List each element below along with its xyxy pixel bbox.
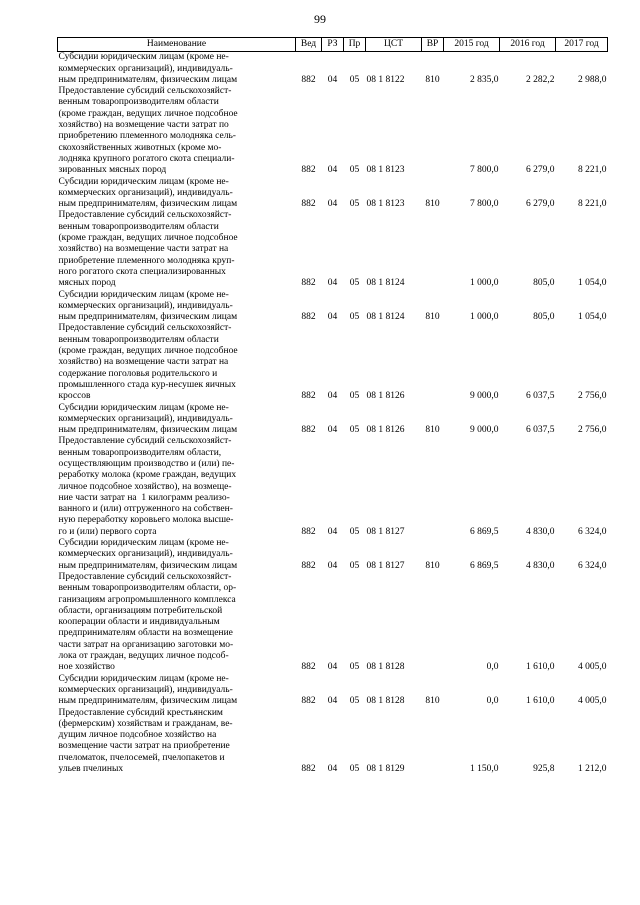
cell-vr: 810 bbox=[425, 425, 440, 436]
cell-vr: 810 bbox=[425, 696, 440, 707]
cell-y2015: 7 800,0 bbox=[470, 165, 499, 176]
cell-y2017: 2 756,0 bbox=[578, 391, 607, 402]
cell-ved: 882 bbox=[301, 526, 316, 537]
cell-y2017: 2 756,0 bbox=[578, 425, 607, 436]
cell-y2016: 805,0 bbox=[533, 278, 555, 289]
cell-pr: 05 bbox=[349, 560, 360, 571]
cell-rz: 04 bbox=[327, 74, 338, 85]
table-row bbox=[58, 436, 608, 538]
cell-y2015: 9 000,0 bbox=[470, 425, 499, 436]
cell-rz: 04 bbox=[327, 199, 338, 210]
cell-name: Субсидии юридическим лицам (кроме не- коммерческих организаций), индивидуаль- ным предпринимателям, физическим лицам bbox=[58, 176, 238, 210]
table-row bbox=[58, 572, 608, 674]
cell-y2015: 9 000,0 bbox=[470, 391, 499, 402]
cell-pr: 05 bbox=[349, 278, 360, 289]
cell-pr: 05 bbox=[349, 199, 360, 210]
cell-vr bbox=[422, 708, 444, 776]
cell-y2015: 1 150,0 bbox=[470, 764, 499, 774]
cell-y2016: 6 037,5 bbox=[526, 391, 555, 402]
cell-y2015: 6 869,5 bbox=[470, 560, 499, 571]
cell-name: Субсидии юридическим лицам (кроме не- коммерческих организаций), индивидуаль- ным предпринимателям, физическим лицам bbox=[58, 673, 238, 707]
table-header-row bbox=[58, 38, 608, 52]
header-ved: Вед bbox=[296, 38, 322, 52]
cell-pr: 05 bbox=[349, 391, 360, 402]
header-rz: РЗ bbox=[322, 38, 344, 52]
cell-vr bbox=[422, 86, 444, 176]
page-number: 99 bbox=[314, 12, 326, 26]
cell-y2017: 6 324,0 bbox=[578, 526, 607, 537]
cell-y2017: 2 988,0 bbox=[578, 74, 607, 85]
cell-y2015: 0,0 bbox=[486, 662, 499, 673]
cell-ved: 882 bbox=[301, 662, 316, 673]
table-body bbox=[58, 52, 608, 776]
table-row bbox=[58, 323, 608, 402]
cell-rz: 04 bbox=[327, 764, 338, 774]
cell-vr bbox=[422, 323, 444, 402]
cell-y2015: 2 835,0 bbox=[470, 74, 499, 85]
header-cst: ЦСТ bbox=[366, 38, 422, 52]
cell-y2016: 4 830,0 bbox=[526, 560, 555, 571]
cell-pr: 05 bbox=[349, 662, 360, 673]
cell-name: Субсидии юридическим лицам (кроме не- коммерческих организаций), индивидуаль- ным предпринимателям, физическим лицам bbox=[58, 289, 238, 323]
cell-vr: 810 bbox=[425, 560, 440, 571]
cell-y2017: 1 212,0 bbox=[578, 764, 607, 774]
cell-name: Субсидии юридическим лицам (кроме не- коммерческих организаций), индивидуаль- ным предпринимателям, физическим лицам bbox=[58, 538, 238, 571]
cell-y2017: 4 005,0 bbox=[578, 696, 607, 707]
cell-cst: 08 1 8129 bbox=[366, 764, 405, 774]
cell-ved: 882 bbox=[301, 74, 316, 85]
table-row bbox=[58, 538, 608, 572]
cell-cst: 08 1 8124 bbox=[366, 312, 405, 323]
cell-y2017: 1 054,0 bbox=[578, 312, 607, 323]
cell-name: Предоставление субсидий сельскохозяйст- венным товаропроизводителям области (кроме граждан, ведущих личное подсобное хозяйство) на возмещение части затрат на содержание поголовья родительского и промышленного стада кур-несушек яичных кроссов bbox=[58, 323, 238, 402]
cell-name: Предоставление субсидий сельскохозяйст- венным товаропроизводителям области, осуществляющим производство и (или) пе- реработку молока (кроме граждан, ведущих личное подсобное хозяйство), на возмеще- ние части затрат на 1 килограмм реализо- ванного и (или) отгруженного на собствен- ную переработку коровьего молока высше- го и (или) первого сорта bbox=[58, 436, 237, 537]
cell-vr bbox=[422, 436, 444, 538]
cell-rz: 04 bbox=[327, 278, 338, 289]
cell-cst: 08 1 8123 bbox=[366, 165, 405, 176]
budget-table bbox=[57, 37, 608, 775]
cell-rz: 04 bbox=[327, 391, 338, 402]
table-row bbox=[58, 290, 608, 324]
cell-cst: 08 1 8122 bbox=[366, 74, 405, 85]
cell-y2016: 2 282,2 bbox=[526, 74, 555, 85]
cell-name: Предоставление субсидий сельскохозяйст- венным товаропроизводителям области (кроме граждан, ведущих личное подсобное хозяйство) на возмещение части затрат на приобретение племенного молодняка круп- ного рогатого скота специализированных мясных пород bbox=[58, 210, 238, 289]
cell-y2016: 4 830,0 bbox=[526, 526, 555, 537]
cell-cst: 08 1 8123 bbox=[366, 199, 405, 210]
cell-pr: 05 bbox=[349, 74, 360, 85]
cell-pr: 05 bbox=[349, 165, 360, 176]
cell-ved: 882 bbox=[301, 165, 316, 176]
header-vr: ВР bbox=[422, 38, 444, 52]
header-2016: 2016 год bbox=[500, 38, 556, 52]
cell-rz: 04 bbox=[327, 312, 338, 323]
cell-ved: 882 bbox=[301, 560, 316, 571]
cell-name: Предоставление субсидий сельскохозяйст- венным товаропроизводителям области, ор- ганизациям агропромышленного комплекса области, организациям потребительской кооперации области и индивидуальным предпринимателям области на возмещение части затрат на организацию заготовки мо- лока от граждан, ведущих личное подсоб- ное хозяйство bbox=[58, 571, 237, 673]
header-name: Наименование bbox=[58, 38, 296, 52]
cell-pr: 05 bbox=[349, 526, 360, 537]
table-row bbox=[58, 674, 608, 708]
cell-vr bbox=[422, 210, 444, 289]
cell-cst: 08 1 8126 bbox=[366, 425, 405, 436]
cell-vr: 810 bbox=[425, 312, 440, 323]
cell-ved: 882 bbox=[301, 425, 316, 436]
cell-ved: 882 bbox=[301, 391, 316, 402]
cell-name: Предоставление субсидий сельскохозяйст- венным товаропроизводителям области (кроме граждан, ведущих личное подсобное хозяйство) на возмещение части затрат по приобретению племенного молодняка сель- скохозяйственных животных (кроме мо- лодняка крупного рогатого скота специали- зированных мясных пород bbox=[58, 86, 238, 176]
cell-y2016: 6 279,0 bbox=[526, 165, 555, 176]
cell-y2015: 6 869,5 bbox=[470, 526, 499, 537]
cell-vr: 810 bbox=[425, 74, 440, 85]
cell-rz: 04 bbox=[327, 165, 338, 176]
cell-y2016: 6 037,5 bbox=[526, 425, 555, 436]
cell-rz: 04 bbox=[327, 526, 338, 537]
cell-ved: 882 bbox=[301, 696, 316, 707]
table-row bbox=[58, 403, 608, 437]
table-row bbox=[58, 177, 608, 211]
cell-ved: 882 bbox=[301, 278, 316, 289]
cell-cst: 08 1 8128 bbox=[366, 662, 405, 673]
cell-name: Субсидии юридическим лицам (кроме не- коммерческих организаций), индивидуаль- ным предпринимателям, физическим лицам bbox=[58, 52, 238, 85]
cell-cst: 08 1 8124 bbox=[366, 278, 405, 289]
cell-pr: 05 bbox=[349, 425, 360, 436]
cell-y2017: 8 221,0 bbox=[578, 199, 607, 210]
table-row bbox=[58, 86, 608, 176]
cell-pr: 05 bbox=[349, 312, 360, 323]
cell-y2016: 1 610,0 bbox=[526, 696, 555, 707]
cell-ved: 882 bbox=[301, 199, 316, 210]
cell-cst: 08 1 8128 bbox=[366, 696, 405, 707]
cell-name: Субсидии юридическим лицам (кроме не- коммерческих организаций), индивидуаль- ным предпринимателям, физическим лицам bbox=[58, 402, 238, 436]
cell-y2016: 6 279,0 bbox=[526, 199, 555, 210]
cell-name: Предоставление субсидий крестьянским (фермерским) хозяйствам и гражданам, ве- дущим личное подсобное хозяйство на возмещение части затрат на приобретение пчеломаток, пчелосемей, пчелопакетов и ульев пчелиных bbox=[58, 707, 233, 774]
table-row bbox=[58, 708, 608, 776]
cell-y2017: 4 005,0 bbox=[578, 662, 607, 673]
cell-cst: 08 1 8127 bbox=[366, 560, 405, 571]
cell-vr: 810 bbox=[425, 199, 440, 210]
cell-rz: 04 bbox=[327, 560, 338, 571]
cell-rz: 04 bbox=[327, 696, 338, 707]
header-2015: 2015 год bbox=[444, 38, 500, 52]
cell-cst: 08 1 8126 bbox=[366, 391, 405, 402]
cell-y2016: 1 610,0 bbox=[526, 662, 555, 673]
cell-ved: 882 bbox=[301, 764, 316, 774]
table-row bbox=[58, 52, 608, 86]
cell-y2015: 1 000,0 bbox=[470, 278, 499, 289]
cell-rz: 04 bbox=[327, 662, 338, 673]
cell-y2017: 6 324,0 bbox=[578, 560, 607, 571]
cell-y2017: 1 054,0 bbox=[578, 278, 607, 289]
header-pr: Пр bbox=[344, 38, 366, 52]
cell-y2017: 8 221,0 bbox=[578, 165, 607, 176]
cell-y2016: 925,8 bbox=[533, 764, 555, 774]
cell-y2015: 1 000,0 bbox=[470, 312, 499, 323]
cell-ved: 882 bbox=[301, 312, 316, 323]
cell-pr: 05 bbox=[349, 764, 360, 774]
cell-y2016: 805,0 bbox=[533, 312, 555, 323]
cell-y2015: 7 800,0 bbox=[470, 199, 499, 210]
cell-vr bbox=[422, 572, 444, 674]
cell-rz: 04 bbox=[327, 425, 338, 436]
cell-pr: 05 bbox=[349, 696, 360, 707]
table-row bbox=[58, 210, 608, 289]
header-2017: 2017 год bbox=[556, 38, 608, 52]
cell-y2015: 0,0 bbox=[486, 696, 499, 707]
cell-cst: 08 1 8127 bbox=[366, 526, 405, 537]
